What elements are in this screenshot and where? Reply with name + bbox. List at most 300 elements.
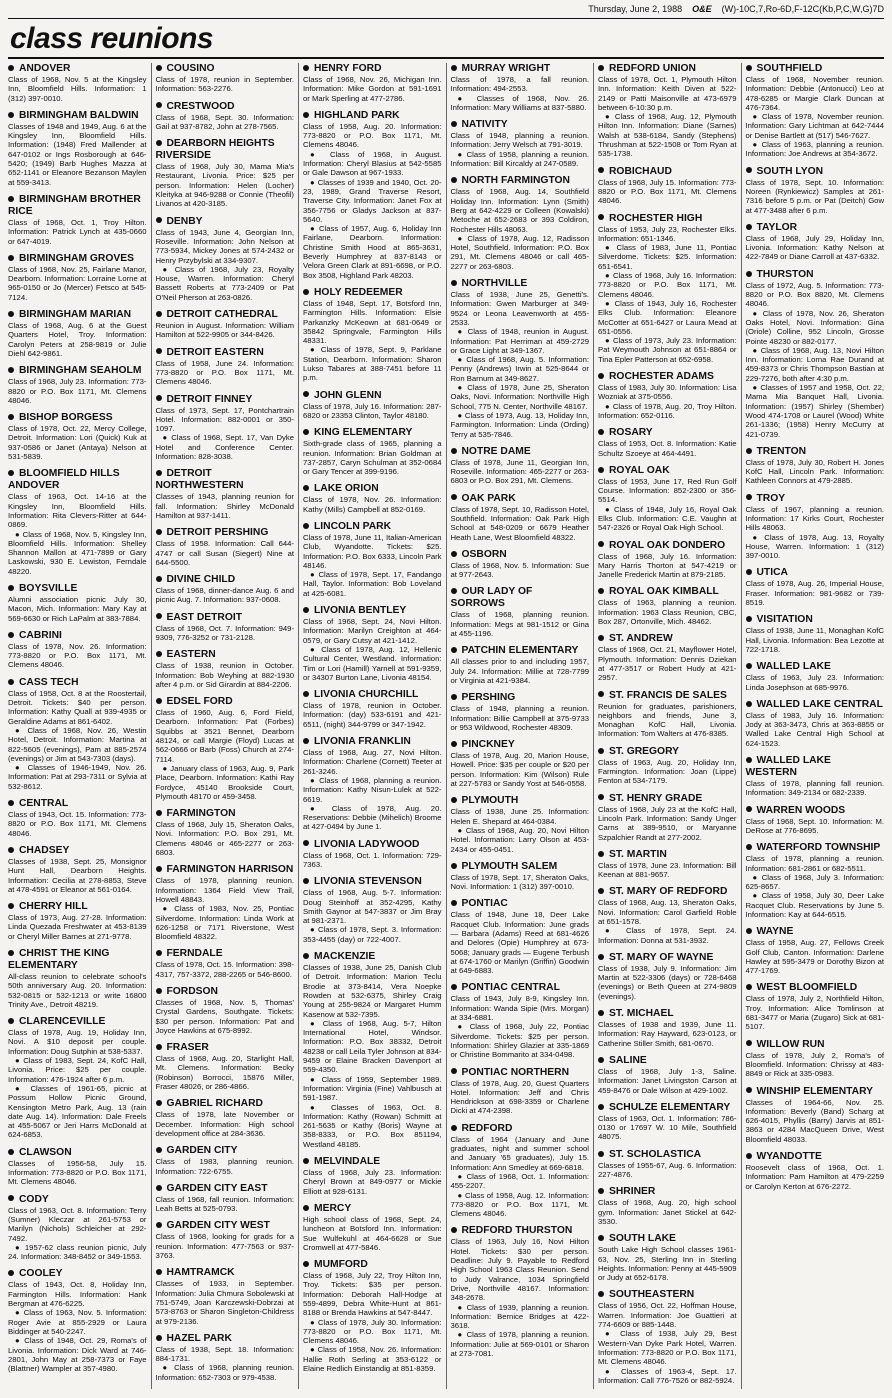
school-name <box>451 692 590 704</box>
class-detail: ● 1957-62 class reunion picnic, July 24. Information: 348-8452 or 349-1553. <box>8 1242 147 1262</box>
reunion-details <box>451 75 590 112</box>
reunion-entry <box>598 746 737 786</box>
reunion-details <box>451 751 590 788</box>
reunion-details <box>156 492 295 520</box>
school-name <box>451 278 590 290</box>
reunion-details <box>8 75 147 103</box>
reunion-details <box>8 913 147 941</box>
reunion-entry <box>598 633 737 682</box>
bullet-icon <box>156 613 162 619</box>
class-detail: Class of 1938, reunion in October. Information: Bob Weyhing at 882-1930 after 4 p.m. or Sid Girardin at 884-2206. <box>155 661 294 689</box>
school-name-text: ROSARY <box>609 427 653 439</box>
bullet-icon <box>156 1269 162 1275</box>
reunion-details <box>598 861 737 880</box>
class-detail: Classes of 1933, in September. Information: Julia Chmura Sobolewski at 751-5749, Joan Karczewski-Dobrzai at 573-8763 or Sharon Singleton-Childress at 979-2136. <box>155 1279 294 1326</box>
bullet-icon <box>8 1149 14 1155</box>
school-name <box>156 948 295 960</box>
school-name <box>746 926 885 938</box>
reunion-entry <box>598 793 737 842</box>
class-detail: Class of 1973, Aug. 27-28. Information: Linda Quezada Freshwater at 453-8139 or Cheryl Miller Barnes at 271-9778. <box>8 913 147 941</box>
school-name-text: PLYMOUTH <box>461 795 519 807</box>
school-name-text: THURSTON <box>756 268 814 280</box>
class-detail: Class of 1968, July 23. Information: 773-8820 or P.O. Box 1171, Mt. Clemens 48046. <box>8 377 147 405</box>
school-name <box>156 1183 295 1195</box>
school-name-text: OSBORN <box>461 548 507 560</box>
school-name <box>746 1151 885 1163</box>
class-detail: ● Class of 1978, June 25, Sheraton Oaks, Novi. Information: Northville High School, 775 N. Center, Northville 48167. <box>450 383 589 411</box>
class-detail: Class of 1978, planning reunion. Information: 1364 Field View Trail, Howell 48843. <box>155 876 294 904</box>
reunion-details <box>156 960 295 979</box>
school-name <box>598 166 737 178</box>
reunion-entry <box>451 898 590 975</box>
school-name <box>598 63 737 75</box>
school-name-text: GARDEN CITY WEST <box>166 1220 270 1232</box>
reunion-entry <box>451 278 590 439</box>
school-name <box>8 845 147 857</box>
reunion-details <box>303 963 442 1149</box>
class-detail: ● Class of 1978, Nov. 26, Sheraton Oaks Hotel, Novi. Information: Gina (Oriole) Colline, 952 Lincoln, Grosse Pointe 48230 or 882-0177. <box>745 308 884 346</box>
bullet-icon <box>303 1261 309 1267</box>
reunion-details <box>303 402 442 421</box>
class-detail: Class of 1983, July 16. Information: Jody at 363-3473, Chris at 363-8855 or Walled Lake Central High School at 624-1523. <box>745 710 884 748</box>
reunion-details <box>451 873 590 892</box>
bullet-icon <box>303 607 309 613</box>
reunion-details <box>303 888 442 944</box>
reunion-entry <box>8 365 147 405</box>
reunion-entry <box>746 842 885 919</box>
reunion-details <box>156 359 295 387</box>
class-detail: ● Class of 1978, Aug. 20, Troy Hilton. Information: 652-0116. <box>598 401 737 420</box>
reunion-details <box>598 1301 737 1385</box>
reunion-entry <box>598 540 737 580</box>
school-name-text: PINCKNEY <box>461 739 515 751</box>
school-name <box>156 649 295 661</box>
class-detail: ● Class of 1958, planning a reunion. Information: Bill Kircaldy at 247-0589. <box>450 149 589 169</box>
bullet-icon <box>156 1100 162 1106</box>
issue-date: Thursday, June 2, 1988 <box>588 4 683 14</box>
reunion-entry <box>156 1267 295 1325</box>
class-detail: Roosevelt class of 1968, Oct. 1. Information: Pam Hamilton at 479-2259 or Carolyn Kerton at 676-2272. <box>745 1163 884 1191</box>
school-name <box>451 795 590 807</box>
bullet-icon <box>598 588 604 594</box>
section-title: class reunions <box>10 22 214 55</box>
school-name <box>156 216 295 228</box>
class-detail: ● Classes of 1957 and 1958, Oct. 22, Mama Mia Banquet Hall, Livonia. Information: (1957) Shirley (Shember) Wood 474-1708 or Laurel (Wood) White 261-1336; (1958) Henry McCurry at 421-0739. <box>745 383 884 439</box>
reunion-details <box>303 533 442 598</box>
class-detail: Class of 1958, Aug. 27, Fellows Creek Golf Club, Canton. Information: Darlene Hawley at 595-3479 or Dorothy Bizon at 477-1769. <box>745 938 884 976</box>
bullet-icon <box>746 224 752 230</box>
reunion-details <box>746 817 885 836</box>
school-name-text: HIGHLAND PARK <box>314 109 400 121</box>
school-name <box>746 493 885 505</box>
title-rule <box>8 57 884 59</box>
school-name <box>598 793 737 805</box>
reunion-details <box>746 75 885 159</box>
school-name <box>156 696 295 708</box>
bullet-icon <box>451 900 457 906</box>
reunion-details <box>746 281 885 439</box>
class-detail: Class of 1968, July 15. Information: 773-8820 or P.O. Box 1171, Mt. Clemens 48046. <box>598 177 737 206</box>
class-detail: Class of 1968, July 16. Information: Mary Harris Thorton at 547-4219 or Janelle Frederick Martin at 879-2185. <box>598 551 737 580</box>
class-detail: Class of 1938, June 25. Information: Helen E. Shepard at 464-0384. <box>450 807 589 826</box>
reunion-entry <box>746 699 885 748</box>
bullet-icon <box>451 863 457 869</box>
reunion-details <box>303 701 442 729</box>
bullet-icon <box>451 65 457 71</box>
reunion-entry <box>598 586 737 626</box>
school-name <box>156 1267 295 1279</box>
school-name-text: HAZEL PARK <box>166 1332 232 1344</box>
reunion-entry <box>156 101 295 132</box>
reunion-entry <box>156 574 295 605</box>
reunion-details <box>598 225 737 364</box>
reunion-entry <box>8 468 147 576</box>
school-name-text: SOUTHEASTERN <box>609 1289 695 1301</box>
school-name-text: WAYNE <box>756 926 794 938</box>
school-name-text: FORDSON <box>166 986 218 997</box>
reunion-entry <box>156 1183 295 1214</box>
reunion-entry <box>303 736 442 832</box>
class-detail: ● Class of 1983, June 11, Pontiac Silverdome. Tickets: $25. Information: 651-6541. <box>598 243 737 271</box>
reunion-entry <box>8 1147 147 1187</box>
class-detail: Class of 1978, Oct. 22, Mercy College, Detroit. Information: Lori (Quick) Kuk at 937-0586 or Janet (Antaya) Nelson at 531-5839. <box>8 424 147 462</box>
class-detail: ● Class of 1948, Oct. 29, Roma's of Livonia. Information: Dick Ward at 746-2801, John May at 258-7373 or Faye (Blattner) Wampler at 357-4980. <box>8 1336 147 1374</box>
reunion-entry <box>8 63 147 103</box>
bullet-icon <box>746 616 752 622</box>
reunion-details <box>451 704 590 732</box>
school-name-text: LIVONIA STEVENSON <box>314 876 422 888</box>
class-detail: Classes of 1968, Nov. 5, Thomas' Crystal Gardens, Southgate. Tickets: $30 per person. Information: Pat and Joyce Hawkins at 675-8992. <box>155 998 294 1035</box>
reunion-entry <box>451 739 590 788</box>
class-detail: Class of 1978, Sept. 10, Radisson Hotel, Southfield. Information: Oak Park High School at 548-0209 or 6679 Heather Heath Lane, West Bloomfield 48322. <box>450 504 589 542</box>
bullet-icon <box>598 214 604 220</box>
class-detail: ● Class of 1968, planning reunion. Information: 652-7303 or 979-4538. <box>155 1363 294 1382</box>
school-name-text: KING ELEMENTARY <box>314 427 413 439</box>
class-detail: ● Class of 1968, Nov. 26, Westin Hotel, Detroit. Information: Martina at 822-5605 (evenings), Pam at 885-2574 (evenings) or Jim at 543-7303 (days). <box>8 725 147 763</box>
reunion-entry <box>451 119 590 168</box>
reunion-entry <box>156 138 295 208</box>
class-detail: Class of 1963, July 16, Novi Hilton Hotel. Tickets: $30 per person. Deadline: July 9. Payable to Redford High School 1963 Class Reunion. Send to Judy Valrance, 1034 Springfield Drive, Northville 48167. Information: 348-2678. <box>450 1237 589 1303</box>
bullet-icon <box>746 569 752 575</box>
class-detail: ● Class of 1968, Aug. 12, Plymouth Hilton Inn. Information: Diane (Sarnes) Walsh at 538-6184, Sandy (Stephens) Thrushman at 522-1508 or Tom Ryan at 535-1738. <box>598 112 737 159</box>
reunion-details <box>746 505 885 561</box>
school-name-text: NORTHVILLE <box>461 278 528 290</box>
school-name-text: TRENTON <box>756 445 807 457</box>
class-detail: Class of 1968, July 1-3, Saline. Information: Janet Livingston Carson at 459-8476 or Dale Wilson at 429-1002. <box>598 1066 737 1095</box>
reunion-entry <box>746 1151 885 1191</box>
class-detail: All classes prior to and including 1957, July 24. Information: Millie at 728-7799 or Virginia at 421-9384. <box>450 657 589 685</box>
class-detail: ● Classes of 1946-1949, Nov. 26. Information: Pat at 293-7311 or Sylvia at 532-8612. <box>8 763 147 791</box>
school-name <box>156 309 295 321</box>
school-name-text: ROCHESTER HIGH <box>609 212 703 224</box>
bullet-icon <box>8 65 14 71</box>
class-detail: Class of 1968, looking for grads for a reunion. Information: 477-7563 or 937-3763. <box>155 1232 294 1261</box>
school-name-text: LINCOLN PARK <box>314 520 392 532</box>
school-name-text: FERNDALE <box>166 948 223 960</box>
bullet-icon <box>156 102 162 108</box>
school-name-text: DETROIT PERSHING <box>166 527 269 539</box>
reunion-details <box>156 75 295 94</box>
reunion-entry <box>598 690 737 739</box>
class-detail: Class of 1978, planning a reunion. Information: 681-2861 or 682-5511. <box>745 854 884 873</box>
school-name-text: FRASER <box>166 1042 209 1054</box>
bullet-icon <box>746 167 752 173</box>
class-detail: Class of 1978, a fall reunion. Information: 494-2553. <box>450 75 589 94</box>
bullet-icon <box>451 1125 457 1131</box>
reunion-details <box>8 1280 147 1373</box>
reunion-details <box>303 75 442 103</box>
school-name-text: EDSEL FORD <box>166 696 233 708</box>
school-name <box>746 842 885 854</box>
reunion-details <box>156 1232 295 1260</box>
class-detail: Class of 1978, July 2, Roma's of Bloomfield. Information: Chrissy at 483-8849 or Rick at 335-0983. <box>745 1050 884 1079</box>
reunion-entry <box>451 692 590 732</box>
bullet-icon <box>303 523 309 529</box>
bullet-icon <box>598 1104 604 1110</box>
school-name <box>156 1145 295 1157</box>
bullet-icon <box>598 635 604 641</box>
reunion-details <box>746 1051 885 1079</box>
school-name <box>156 1098 295 1110</box>
school-name-text: SCHULZE ELEMENTARY <box>609 1101 731 1113</box>
class-detail: Class of 1968, July 22, Troy Hilton Inn, Troy. Tickets: $35 per person. Information: Deborah Hall-Hodge at 559-4899, Debra White-Hunt at 861-8188 or Brenda Hawkins at 547-8447. <box>303 1271 442 1318</box>
reunion-entry <box>598 166 737 206</box>
class-detail: Class of 1943, July 8-9, Kingsley Inn. Information: Wanda Sipie (Mrs. Morgan) at 334-6881. <box>450 994 589 1023</box>
reunion-entry <box>156 696 295 801</box>
school-name <box>746 1086 885 1098</box>
school-name <box>8 1268 147 1280</box>
bullet-icon <box>303 1205 309 1211</box>
school-name-text: ST. SCHOLASTICA <box>609 1148 702 1160</box>
school-name-text: BIRMINGHAM GROVES <box>19 252 134 264</box>
reunion-entry <box>746 661 885 692</box>
school-name <box>598 1149 737 1161</box>
school-name-text: LIVONIA BENTLEY <box>314 605 407 617</box>
class-detail: ● Class of 1958, Nov. 26. Information: Hallie Roth Serling at 353-6122 or Elaine Redlich Einstandig at 851-8359. <box>303 1345 442 1374</box>
school-name-text: BIRMINGHAM BALDWIN <box>19 109 139 121</box>
reunion-details <box>746 1163 885 1191</box>
reunion-entry <box>156 468 295 520</box>
reunion-entry <box>303 951 442 1149</box>
reunion-entry <box>8 677 147 791</box>
reunion-entry <box>303 110 442 280</box>
reunion-entry <box>746 493 885 561</box>
class-detail: Classes of 1938, June 25, Danish Club of Detroit. Information: Marion Teclu Brodie at 373-8414, Vera Noepke Rowden at 532-6375, Shirley Craig Young at 255-9824 or Margaret Humm Kasenow at 532-7395. <box>303 963 442 1019</box>
school-name-text: PONTIAC CENTRAL <box>461 982 560 994</box>
reunion-details <box>156 321 295 340</box>
school-name-text: FARMINGTON <box>166 808 236 820</box>
school-name-text: MERCY <box>314 1202 352 1214</box>
school-name-text: LIVONIA LADYWOOD <box>314 838 420 850</box>
bullet-icon <box>156 1222 162 1228</box>
school-name <box>303 736 442 748</box>
school-name-text: MUMFORD <box>314 1259 368 1271</box>
reunion-entry <box>451 549 590 580</box>
bullet-icon <box>8 311 14 317</box>
reunion-details <box>156 876 295 941</box>
class-detail: Class of 1968, Sept. 10. Information: M. DeRose at 776-8695. <box>745 816 884 835</box>
bullet-icon <box>746 1040 752 1046</box>
class-detail: Class of 1938, Sept. 18. Information: 884-1731. <box>155 1344 294 1364</box>
school-name <box>156 1333 295 1345</box>
reunion-listing <box>8 63 884 1389</box>
reunion-details <box>8 972 147 1009</box>
school-name-text: COOLEY <box>19 1268 63 1280</box>
bullet-icon <box>598 1010 604 1016</box>
reunion-entry <box>746 926 885 975</box>
school-name-text: DETROIT FINNEY <box>166 393 253 405</box>
bullet-icon <box>746 1153 752 1159</box>
class-detail: Classes of 1943, planning reunion for fall. Information: Shirley McDonald Hamilton at 937-1411. <box>155 492 294 520</box>
class-detail: All-class reunion to celebrate school's 50th anniversary Aug. 20. Information: 532-0815 or 532-1213 or write 16800 Trinity Ave., Detroit 48219. <box>8 972 147 1009</box>
school-name-text: ROYAL OAK KIMBALL <box>609 586 719 598</box>
school-name <box>8 901 147 913</box>
reunion-entry <box>303 390 442 421</box>
class-detail: Class of 1968, Sept. 24, Novi Hilton. Information: Marilyn Creighton at 464-0579, or Gary Cutsy at 421-1412. <box>303 617 442 645</box>
reunion-details <box>598 1245 737 1282</box>
reunion-details <box>451 1237 590 1358</box>
bullet-icon <box>156 217 162 223</box>
bullet-icon <box>598 373 604 379</box>
class-detail: Class of 1968, planning reunion. Information: Megs at 981-1512 or Gina at 455-1196. <box>450 610 589 639</box>
school-name-text: SOUTH LYON <box>756 165 824 177</box>
school-name-text: HAMTRAMCK <box>166 1267 235 1279</box>
reunion-entry <box>156 63 295 94</box>
reunion-details <box>8 492 147 576</box>
reunion-details <box>303 748 442 832</box>
bullet-icon <box>303 485 309 491</box>
reunion-details <box>8 1159 147 1187</box>
class-detail: ● Classes of 1939 and 1940, Oct. 20-23, 1989, Grand Traverse Resort, Traverse City. Information: Janet Fox at 356-7756 or Gladys Jackson at 837-5640. <box>303 177 442 224</box>
class-detail: Reunion for graduates, parishioners, neighbors and friends, June 3, Monaghan KofC Hall, Livonia. Information: Tom Walters at 476-8385. <box>598 701 737 739</box>
bullet-icon <box>451 741 457 747</box>
class-detail: Class of 1978, June 11, Italian-American Club, Wyandotte. Tickets: $25. Information: P.O. Box 6333, Lincoln Park 48146. <box>303 532 442 570</box>
school-name-text: SHRINER <box>609 1186 656 1198</box>
bullet-icon <box>598 1151 604 1157</box>
school-name <box>598 952 737 964</box>
reunion-entry <box>303 1156 442 1196</box>
school-name <box>598 690 737 702</box>
bullet-icon <box>598 748 604 754</box>
reunion-details <box>8 689 147 791</box>
class-detail: ● Class of 1978, Sept. 17, Fandango Hall, Taylor. Information: Bob Loveland at 425-6081. <box>303 570 442 598</box>
reunion-entry <box>451 493 590 542</box>
class-detail: Class of 1964 (January and June graduates, night and summer school and January '65 graduates), July 15. Information: Ann Smedley at 669-6818. <box>450 1134 589 1172</box>
reunion-details <box>8 1206 147 1262</box>
reunion-details <box>746 458 885 486</box>
school-name-text: EAST DETROIT <box>166 611 243 623</box>
school-name <box>451 1067 590 1079</box>
school-name-text: WALLED LAKE CENTRAL <box>756 698 883 710</box>
school-name <box>156 1042 295 1054</box>
school-name-text: ROCHESTER ADAMS <box>609 371 714 383</box>
bullet-icon <box>156 348 162 354</box>
reunion-entry <box>598 1055 737 1095</box>
school-name-text: ST. GREGORY <box>609 745 679 757</box>
reunion-entry <box>451 1123 590 1219</box>
bullet-icon <box>451 694 457 700</box>
school-name-text: FARMINGTON HARRISON <box>166 864 294 876</box>
bullet-icon <box>156 698 162 704</box>
reunion-entry <box>598 63 737 159</box>
school-name <box>8 309 147 321</box>
class-detail: Class of 1978, Aug. 19, Holiday Inn, Novi. A $10 deposit per couple. Information: Doug Sutphin at 538-5337. <box>8 1028 147 1056</box>
reunion-entry <box>451 586 590 638</box>
school-name-text: WATERFORD TOWNSHIP <box>756 842 881 854</box>
class-detail: Class of 1978, Sept. 17, Sheraton Oaks, Novi. Information: 1 (312) 397-0010. <box>450 872 589 892</box>
reunion-details <box>156 113 295 132</box>
school-name-text: WILLOW RUN <box>756 1038 825 1050</box>
school-name-text: DEARBORN HEIGHTS RIVERSIDE <box>155 138 275 162</box>
class-detail: Class of 1968, fall reunion. Information: Leah Betts at 525-0793. <box>155 1194 294 1214</box>
reunion-entry <box>746 166 885 215</box>
school-name-text: BISHOP BORGESS <box>19 412 113 424</box>
class-detail: Class of 1978, July 2, Northfield Hilton, Troy. Information: Alice Tomlinson at 681-3477 or Maria (Zugaro) Sick at 681-5107. <box>745 994 884 1032</box>
bullet-icon <box>156 576 162 582</box>
school-name-text: REDFORD UNION <box>609 63 696 74</box>
class-detail: Class of 1958, June 24. Information: 773-8820 or P.O. Box 1171, Mt. Clemens 48046. <box>155 358 294 387</box>
bullet-icon <box>598 1057 604 1063</box>
reunion-details <box>746 938 885 975</box>
page-header <box>8 0 884 19</box>
school-name <box>8 583 147 595</box>
school-name <box>8 412 147 424</box>
school-name <box>8 365 147 377</box>
reunion-entry <box>746 614 885 654</box>
bullet-icon <box>451 984 457 990</box>
class-detail: ● Classes of 1963, Oct. 8. Information: Kathy (Rowan) Schmitt at 261-5635 or Kathy (Boris) Wayne at 358-8333, or P.O. Box 851194, Westland 48185. <box>303 1102 442 1149</box>
school-name <box>598 540 737 552</box>
reunion-entry <box>8 630 147 670</box>
class-detail: Class of 1968, Nov. 25, Fairlane Manor, Dearborn. Information: Lorraine Lorne at 965-0150 or Jo (Mercer) Fetsco at 545-7124. <box>8 264 147 302</box>
bullet-icon <box>598 851 604 857</box>
reunion-details <box>746 673 885 692</box>
reunion-entry <box>8 1194 147 1262</box>
bullet-icon <box>156 470 162 476</box>
reunion-details <box>598 1161 737 1180</box>
bullet-icon <box>8 903 14 909</box>
reunion-details <box>451 910 590 975</box>
reunion-entry <box>303 839 442 870</box>
school-name <box>598 1008 737 1020</box>
school-name <box>8 1147 147 1159</box>
reunion-details <box>451 610 590 638</box>
class-detail: Reunion in August. Information: William Hamilton at 522-9905 or 344-8426. <box>155 321 294 340</box>
class-detail: ● Class of 1973, Aug. 13, Holiday Inn, Farmington. Information: Linda (Ording) Terry at 535-7846. <box>450 410 589 439</box>
class-detail: ● Class of 1968, July 23, Royalty House, Warren. Information: Cheryl Bassett Roberts at 773-2409 or Pat O'Neil Pherson at 263-0826. <box>155 264 294 302</box>
bullet-icon <box>451 1068 457 1074</box>
school-name <box>746 614 885 626</box>
reunion-entry <box>8 1016 147 1140</box>
reunion-entry <box>746 63 885 159</box>
reunion-entry <box>598 849 737 880</box>
bullet-icon <box>303 840 309 846</box>
bullet-icon <box>746 663 752 669</box>
reunion-details <box>156 162 295 208</box>
reunion-details <box>156 1195 295 1214</box>
reunion-details <box>746 994 885 1031</box>
bullet-icon <box>746 701 752 707</box>
bullet-icon <box>156 311 162 317</box>
reunion-entry <box>156 986 295 1035</box>
bullet-icon <box>8 414 14 420</box>
reunion-entry <box>156 649 295 689</box>
reunion-entry <box>598 1149 737 1180</box>
reunion-entry <box>451 982 590 1059</box>
reunion-entry <box>746 567 885 607</box>
class-detail: Class of 1948, June 18, Deer Lake Racquet Club. Information: June grads — Barbara (Adams) Reed at 681-4626 and Delores (Opie) Humphrey at 673-5068; January grads — Eugene Terbush at 674-1760 or Marilyn (Griffin) Goodwin at 649-6883. <box>450 910 589 976</box>
reunion-details <box>746 626 885 654</box>
